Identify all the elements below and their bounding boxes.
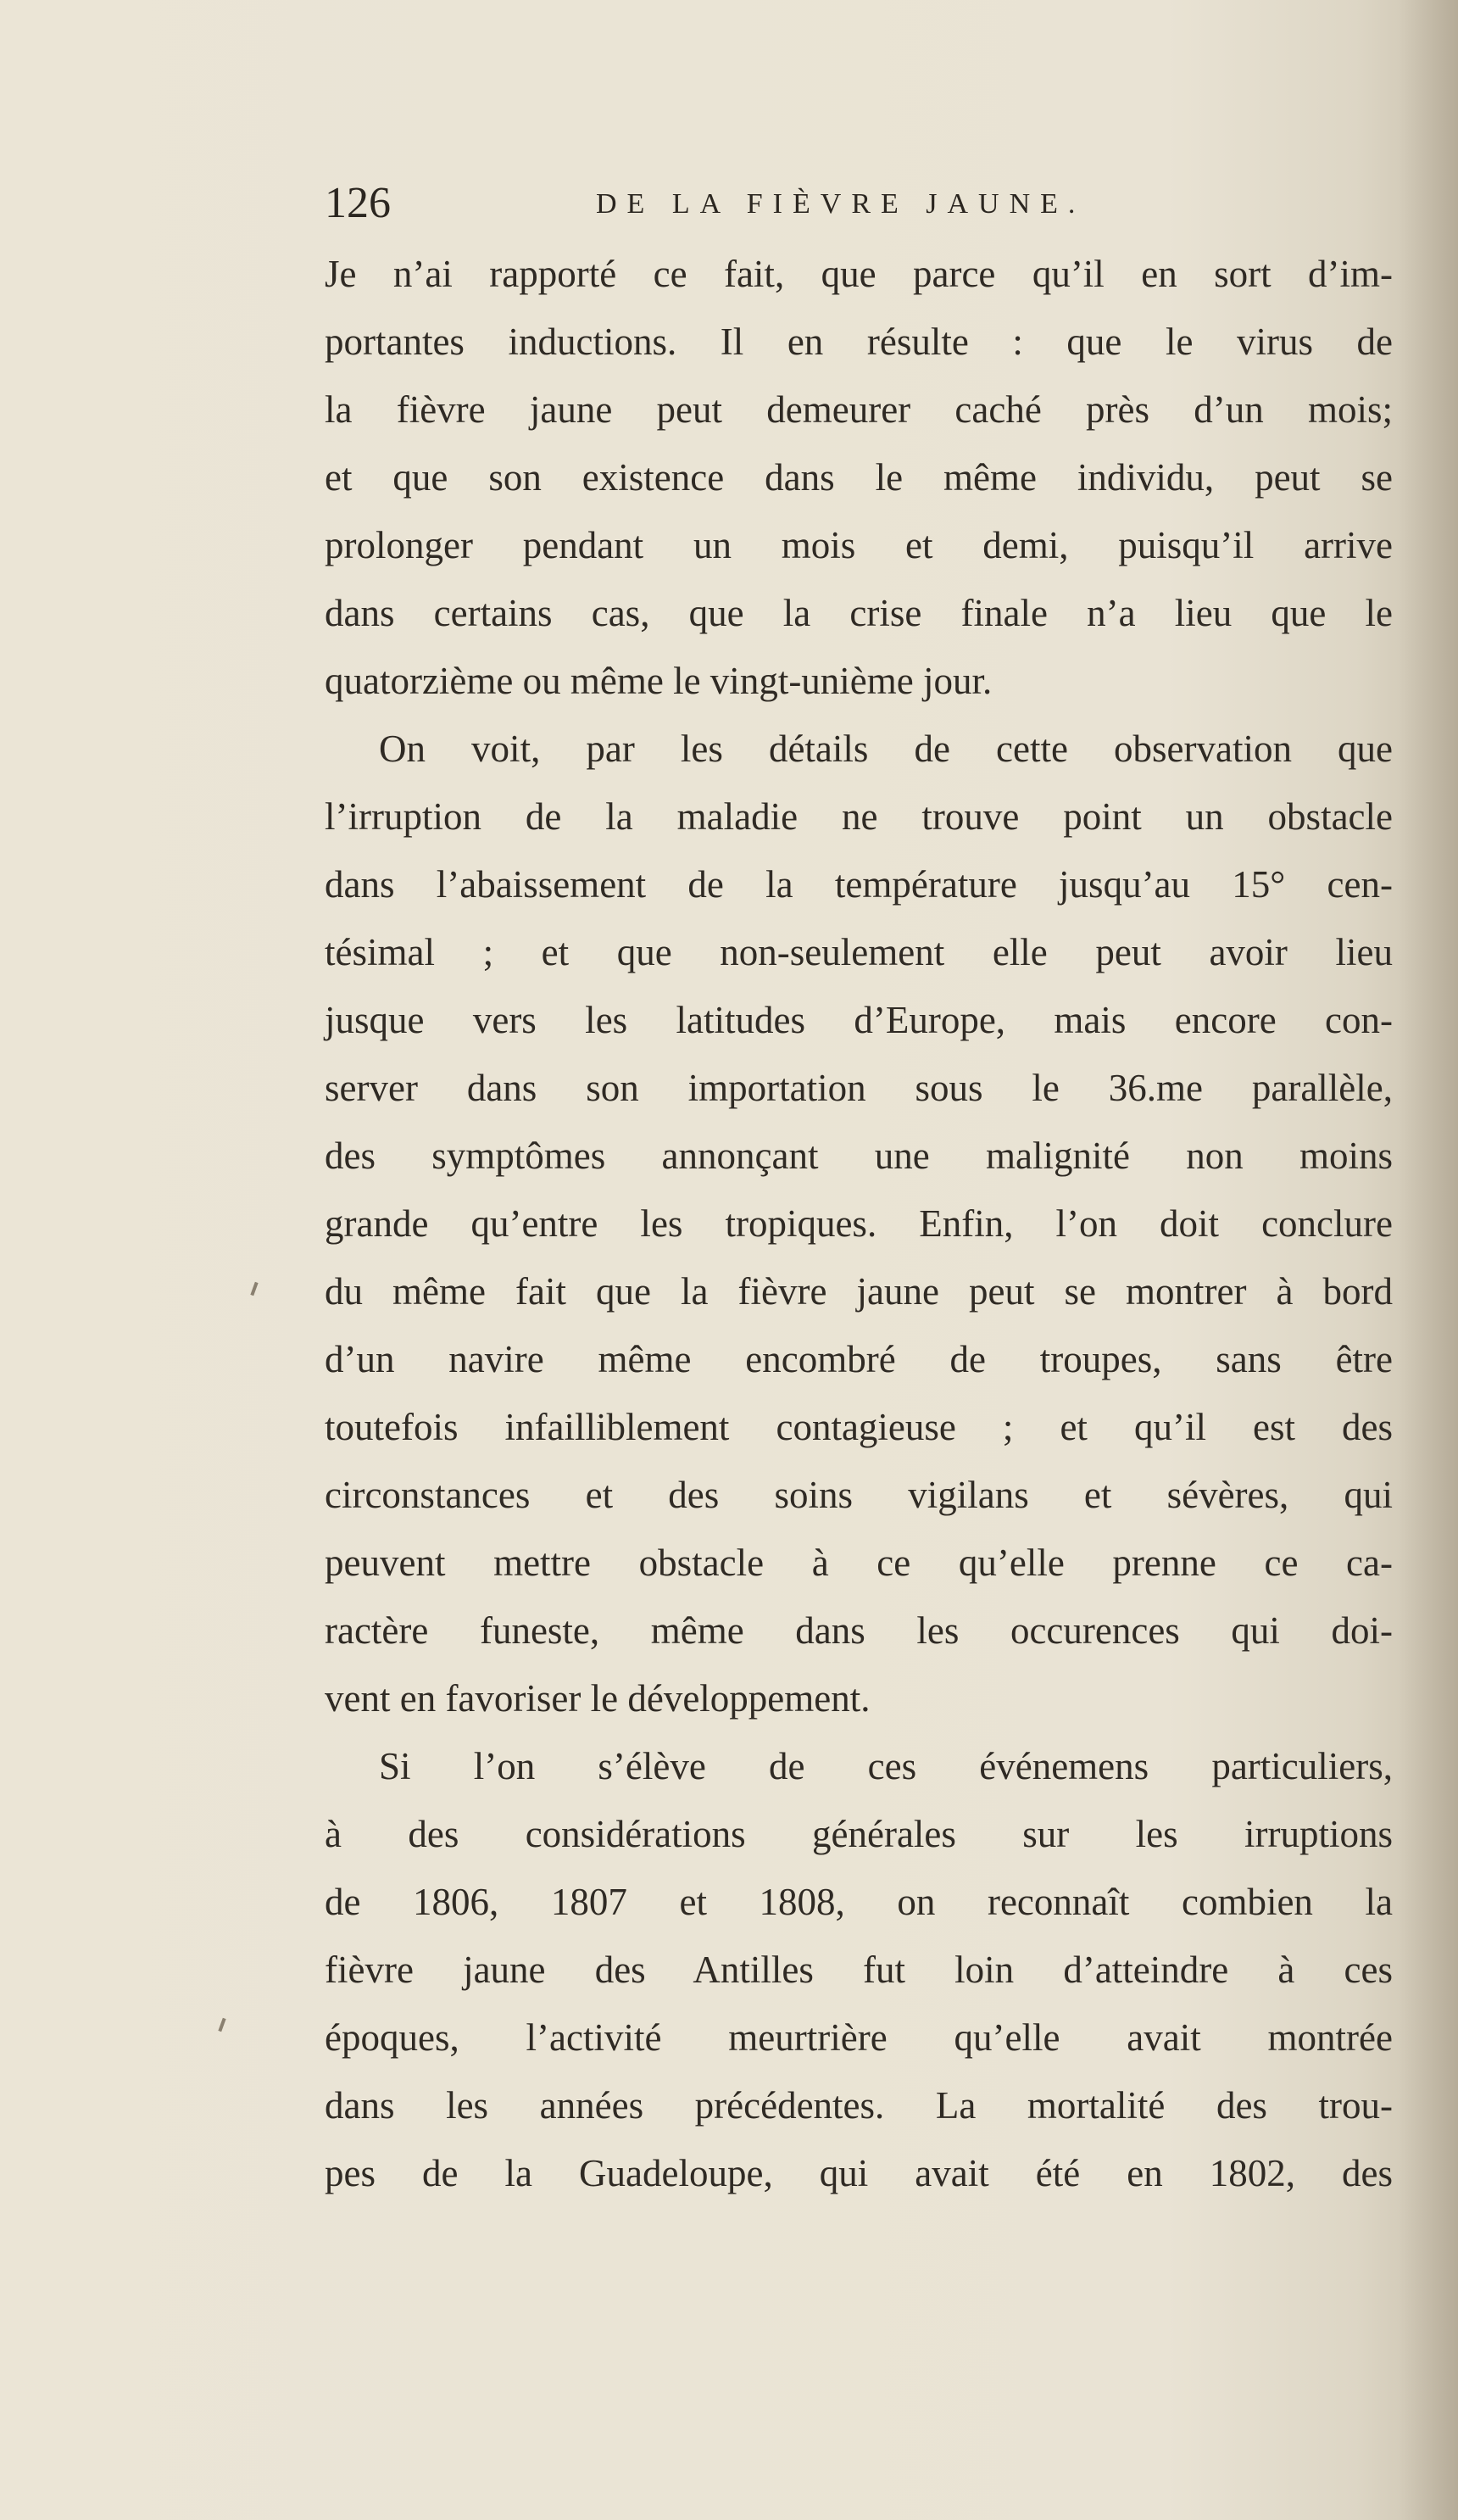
text-line: toutefois infailliblement contagieuse ; et qu’il est des bbox=[325, 1406, 1393, 1448]
text-line: grande qu’entre les tropiques. Enfin, l’on doit conclure bbox=[325, 1202, 1393, 1245]
body-text bbox=[325, 240, 1393, 2207]
margin-mark bbox=[218, 2018, 225, 2032]
text-line: Si l’on s’élève de ces événemens particuliers, bbox=[379, 1745, 1393, 1787]
margin-mark bbox=[250, 1282, 258, 1296]
running-title: DE LA FIÈVRE JAUNE. bbox=[596, 188, 1086, 220]
text-line: la fièvre jaune peut demeurer caché près d’un mois; bbox=[325, 388, 1393, 431]
text-line: du même fait que la fièvre jaune peut se montrer à bord bbox=[325, 1270, 1393, 1313]
text-line: ractère funeste, même dans les occurences qui doi- bbox=[325, 1609, 1393, 1652]
text-line: de 1806, 1807 et 1808, on reconnaît combien la bbox=[325, 1881, 1393, 1923]
text-line: portantes inductions. Il en résulte : que le virus de bbox=[325, 321, 1393, 363]
text-line: Je n’ai rapporté ce fait, que parce qu’il en sort d’im- bbox=[325, 253, 1393, 295]
text-line: fièvre jaune des Antilles fut loin d’atteindre à ces bbox=[325, 1949, 1393, 1991]
text-line: et que son existence dans le même individu, peut se bbox=[325, 456, 1393, 499]
text-line: circonstances et des soins vigilans et sévères, qui bbox=[325, 1474, 1393, 1516]
text-line: server dans son importation sous le 36.me parallèle, bbox=[325, 1067, 1393, 1109]
text-line: tésimal ; et que non-seulement elle peut avoir lieu bbox=[325, 931, 1393, 973]
text-line: l’irruption de la maladie ne trouve point un obstacle bbox=[325, 795, 1393, 838]
text-line: dans les années précédentes. La mortalité des trou- bbox=[325, 2084, 1393, 2127]
text-line: d’un navire même encombré de troupes, sans être bbox=[325, 1338, 1393, 1380]
text-line: dans certains cas, que la crise finale n’a lieu que le bbox=[325, 592, 1393, 634]
running-head bbox=[325, 170, 1393, 237]
text-line: à des considérations générales sur les irruptions bbox=[325, 1813, 1393, 1855]
text-line: peuvent mettre obstacle à ce qu’elle prenne ce ca- bbox=[325, 1542, 1393, 1584]
page-edge-shadow bbox=[1399, 0, 1458, 2520]
text-line: époques, l’activité meurtrière qu’elle avait montrée bbox=[325, 2016, 1393, 2059]
text-line: des symptômes annonçant une malignité non moins bbox=[325, 1135, 1393, 1177]
page-number: 126 bbox=[325, 179, 391, 227]
text-line: prolonger pendant un mois et demi, puisqu’il arrive bbox=[325, 524, 1393, 566]
text-line: quatorzième ou même le vingt-unième jour. bbox=[325, 660, 993, 702]
text-line: On voit, par les détails de cette observation que bbox=[379, 728, 1393, 770]
text-line: jusque vers les latitudes d’Europe, mais encore con- bbox=[325, 999, 1393, 1041]
text-line: dans l’abaissement de la température jusqu’au 15° cen- bbox=[325, 863, 1393, 906]
text-line: vent en favoriser le développement. bbox=[325, 1677, 871, 1720]
text-line: pes de la Guadeloupe, qui avait été en 1802, des bbox=[325, 2152, 1393, 2194]
